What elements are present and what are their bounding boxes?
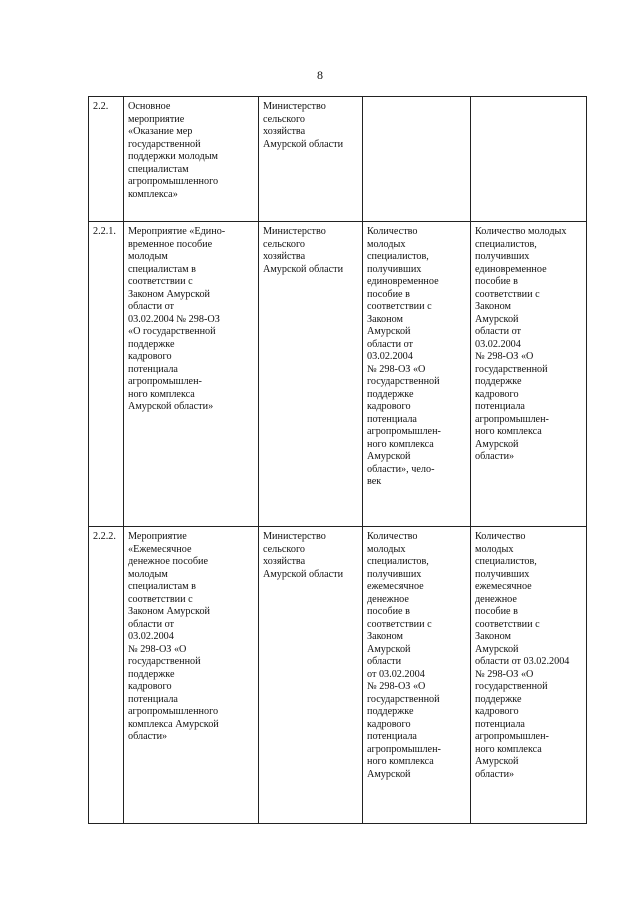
result-cell: Количество молодых специалистов, получивших ежемесячное денежное пособие в соответствии с Законом Амурской области от 03.02.2004 № 298-ОЗ «О государственной поддержке кадрового потенциала агропромышлен- ного комплекса Амурской области» [471, 527, 587, 824]
result-cell: Количество молодых специалистов, получивших единовременное пособие в соответствии с Законом Амурской области от 03.02.2004 № 298-ОЗ «О государственной поддержке кадрового потенциала агропромышлен- ного комплекса Амурской области» [471, 222, 587, 527]
row-number: 2.2.2. [89, 527, 124, 824]
row-number: 2.2. [89, 97, 124, 222]
event-cell: Мероприятие «Ежемесячное денежное пособие молодым специалистам в соответствии с Законом Амурской области от 03.02.2004 № 298-ОЗ «О государственной поддержке кадрового потенциала агропромышленного комплекса Амурской области» [124, 527, 259, 824]
table-row [89, 527, 587, 824]
page-number: 8 [317, 68, 323, 82]
executor-cell: Министерство сельского хозяйства Амурской области [259, 222, 363, 527]
executor-cell: Министерство сельского хозяйства Амурской области [259, 527, 363, 824]
result-cell [471, 97, 587, 222]
program-table [88, 96, 587, 824]
event-cell: Основное мероприятие «Оказание мер государственной поддержки молодым специалистам агропромышленного комплекса» [124, 97, 259, 222]
indicator-cell [363, 97, 471, 222]
table-row [89, 222, 587, 527]
row-number: 2.2.1. [89, 222, 124, 527]
indicator-cell: Количество молодых специалистов, получивших единовременное пособие в соответствии с Законом Амурской области от 03.02.2004 № 298-ОЗ «О государственной поддержке кадрового потенциала агропромышлен- ного комплекса Амурской области», чело- век [363, 222, 471, 527]
table-row [89, 97, 587, 222]
indicator-cell: Количество молодых специалистов, получивших ежемесячное денежное пособие в соответствии с Законом Амурской области от 03.02.2004 № 298-ОЗ «О государственной поддержке кадрового потенциала агропромышлен- ного комплекса Амурской [363, 527, 471, 824]
event-cell: Мероприятие «Едино- временное пособие молодым специалистам в соответствии с Законом Амурской области от 03.02.2004 № 298-ОЗ «О государственной поддержке кадрового потенциала агропромышлен- ного комплекса Амурской области» [124, 222, 259, 527]
executor-cell: Министерство сельского хозяйства Амурской области [259, 97, 363, 222]
